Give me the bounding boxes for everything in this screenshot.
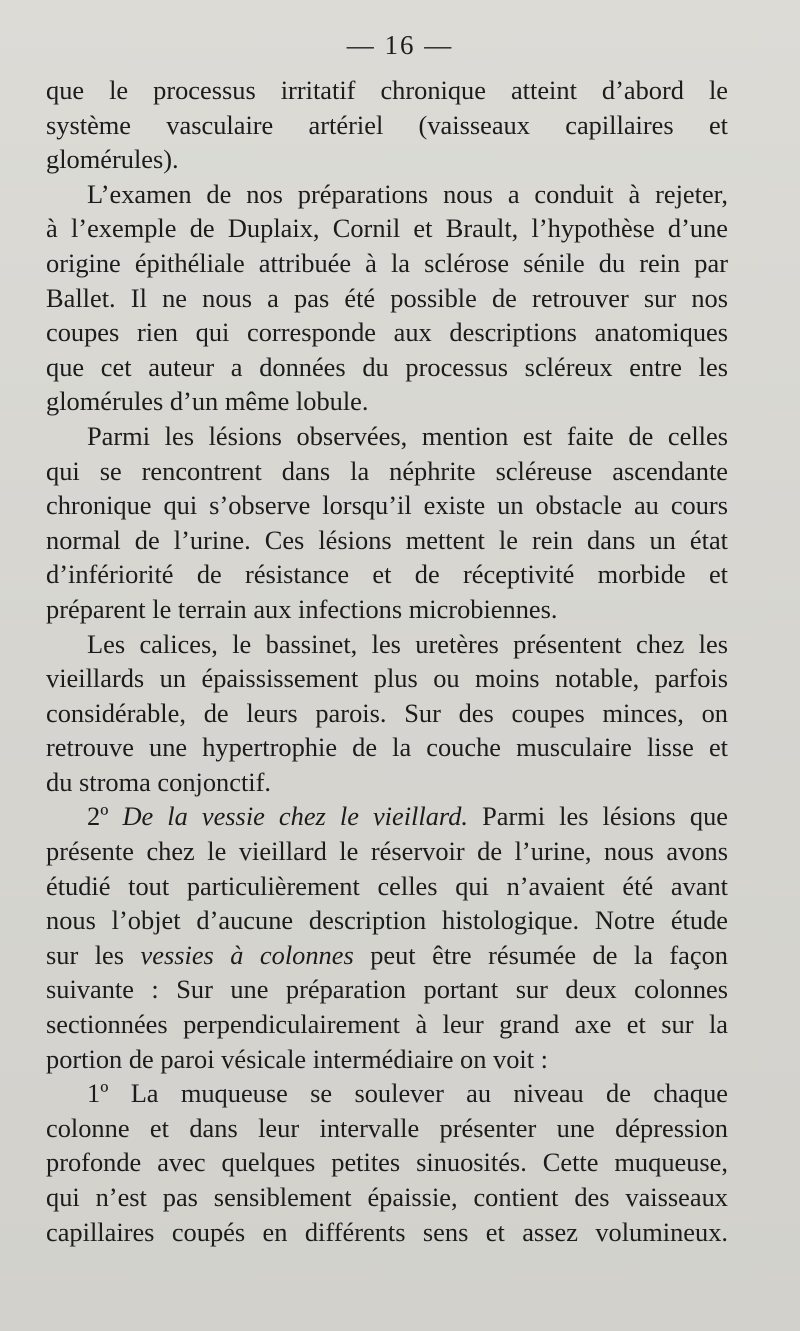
text-line: considérable, de leurs parois. Sur des coupes minces, on xyxy=(46,697,728,728)
text-line: étudié tout particulièrement celles qui n’avaient été avant xyxy=(46,870,728,901)
text-line: colonne et dans leur intervalle présenter une dépression xyxy=(46,1112,728,1143)
text-line: que cet auteur a données du processus scléreux entre les xyxy=(46,351,728,382)
text-line: glomérules). xyxy=(46,144,179,175)
text-line: 1º La muqueuse se soulever au niveau de chaque xyxy=(87,1078,728,1109)
paragraph-2 xyxy=(46,177,728,419)
text-line: d’infériorité de résistance et de réceptivité morbide et xyxy=(46,559,728,590)
text-line: profonde avec quelques petites sinuosités. Cette muqueuse, xyxy=(46,1147,728,1178)
text-line: portion de paroi vésicale intermédiaire on voit : xyxy=(46,1043,548,1074)
section-title: De la vessie chez le vieillard. xyxy=(122,801,468,832)
text-line: capillaires coupés en différents sens et assez volumineux. xyxy=(46,1216,728,1247)
emphasis-line xyxy=(46,938,728,973)
paragraph-4 xyxy=(46,627,728,800)
text-line: L’examen de nos préparations nous a conduit à rejeter, xyxy=(87,178,728,209)
emphasis-term: vessies à colonnes xyxy=(140,939,354,970)
text-line: chronique qui s’observe lorsqu’il existe un obstacle au cours xyxy=(46,490,728,521)
paragraph-1 xyxy=(46,73,728,177)
paragraph-6 xyxy=(46,1076,728,1249)
text-line: nous l’objet d’aucune description histologique. Notre étude xyxy=(46,905,728,936)
text-line: suivante : Sur une préparation portant sur deux colonnes xyxy=(46,974,728,1005)
emphasis-before: sur les xyxy=(46,939,125,970)
text-line: origine épithéliale attribuée à la sclérose sénile du rein par xyxy=(46,247,728,278)
section-number: 2º xyxy=(87,801,109,832)
text-line: coupes rien qui corresponde aux descriptions anatomiques xyxy=(46,317,728,348)
text-line: glomérules d’un même lobule. xyxy=(46,386,369,417)
text-line: Parmi les lésions observées, mention est faite de celles xyxy=(87,420,728,451)
section-heading-line xyxy=(46,799,728,834)
text-line: Les calices, le bassinet, les uretères présentent chez les xyxy=(87,628,728,659)
text-line: retrouve une hypertrophie de la couche musculaire lisse et xyxy=(46,732,728,763)
text-line: vieillards un épaississement plus ou moins notable, parfois xyxy=(46,663,728,694)
text-line: système vasculaire artériel (vaisseaux capillaires et xyxy=(46,109,728,140)
text-line: qui se rencontrent dans la néphrite scléreuse ascendante xyxy=(46,455,728,486)
body-text xyxy=(46,73,728,1249)
paragraph-5 xyxy=(46,799,728,1076)
section-heading-rest: Parmi les lésions que xyxy=(482,801,728,832)
text-line: préparent le terrain aux infections microbiennes. xyxy=(46,593,558,624)
text-line: présente chez le vieillard le réservoir de l’urine, nous avons xyxy=(46,836,728,867)
text-line: du stroma conjonctif. xyxy=(46,766,272,797)
text-line: Ballet. Il ne nous a pas été possible de retrouver sur nos xyxy=(46,282,728,313)
page-number: — 16 — xyxy=(346,30,454,60)
paragraph-3 xyxy=(46,419,728,627)
emphasis-after: peut être résumée de la façon xyxy=(370,939,728,970)
text-line: normal de l’urine. Ces lésions mettent le rein dans un état xyxy=(46,524,728,555)
text-line: sectionnées perpendiculairement à leur grand axe et sur la xyxy=(46,1009,728,1040)
text-line: que le processus irritatif chronique atteint d’abord le xyxy=(46,75,728,105)
text-line: à l’exemple de Duplaix, Cornil et Brault, l’hypothèse d’une xyxy=(46,213,728,244)
text-line: qui n’est pas sensiblement épaissie, contient des vaisseaux xyxy=(46,1182,728,1212)
